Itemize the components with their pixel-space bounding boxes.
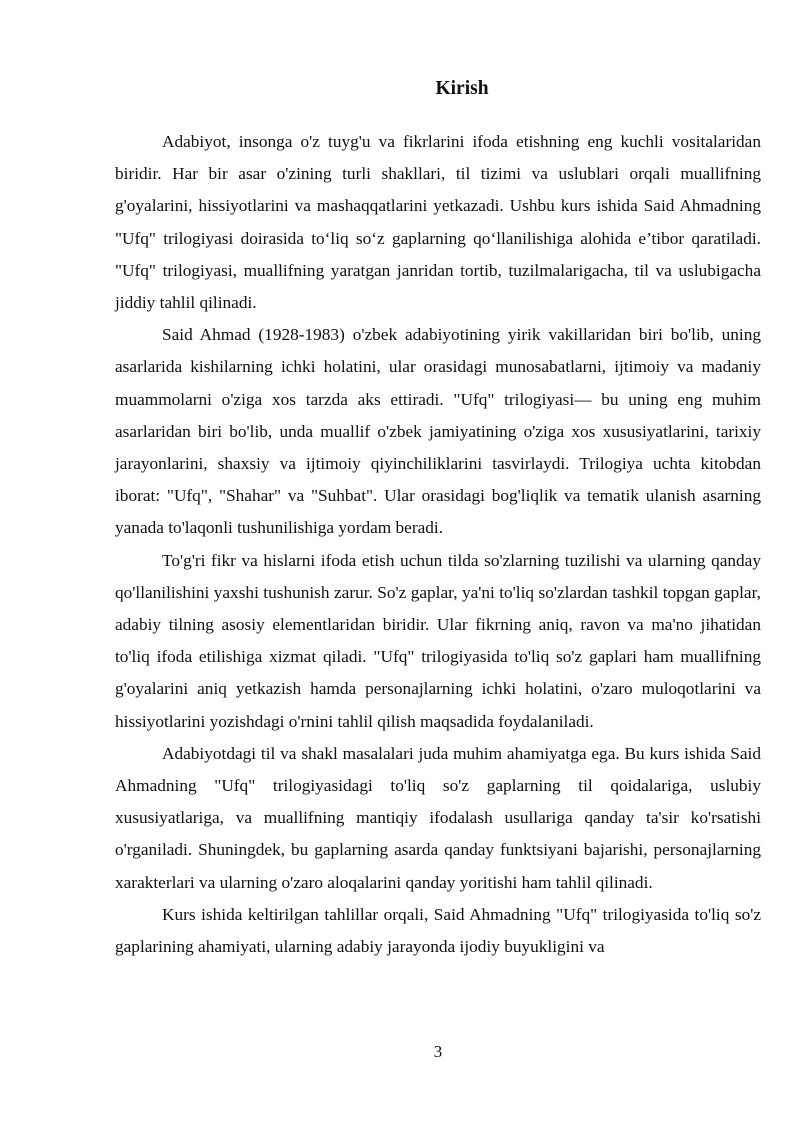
paragraph-4: Adabiyotdagi til va shakl masalalari juda muhim ahamiyatga ega. Bu kurs ishida Said Ahmadning "Ufq" trilogiyasidagi to'liq so'z gaplarning til qoidalariga, uslubiy xususiyatlariga, va muallifning mantiqiy ifodalash usullariga qanday ta'sir ko'rsatishi o'rganiladi. Shuningdek, bu gaplarning asarda qanday funktsiyani bajarishi, personajlarning xarakterlari va ularning o'zaro aloqalarini qanday yoritishi ham tahlil qilinadi. — [115, 743, 761, 892]
body-text — [115, 126, 761, 963]
paragraph-2: Said Ahmad (1928-1983) o'zbek adabiyotining yirik vakillaridan biri bo'lib, uning asarlarida kishilarning ichki holatini, ular orasidagi munosabatlarni, ijtimoiy va madaniy muammolarni o'ziga xos tarzda aks ettiradi. "Ufq" trilogiyasi— bu uning eng muhim asarlaridan biri bo'lib, unda muallif o'zbek jamiyatining o'ziga xos xususiyatlarini, tarixiy jarayonlarini, shaxsiy va ijtimoiy qiyinchiliklarini tasvirlaydi. Trilogiya uchta kitobdan iborat: "Ufq", "Shahar" va "Suhbat". Ular orasidagi bog'liqlik va tematik ulanish asarning yanada to'laqonli tushunilishiga yordam beradi. — [115, 325, 761, 538]
page-number: 3 — [433, 1042, 443, 1061]
paragraph-3: To'g'ri fikr va hislarni ifoda etish uchun tilda so'zlarning tuzilishi va ularning qanday qo'llanilishini yaxshi tushunish zarur. So'z gaplar, ya'ni to'liq so'zlardan tashkil topgan gaplar, adabiy tilning asosiy elementlaridan biridir. Ular fikrning aniq, ravon va ma'no jihatidan to'liq ifoda etilishiga xizmat qiladi. "Ufq" trilogiyasida to'liq so'z gaplari ham muallifning g'oyalarini aniq yetkazish hamda personajlarning ichki holatini, o'zaro muloqotlarini va hissiyotlarini yozishdagi o'rnini tahlil qilish maqsadida foydalaniladi. — [115, 550, 761, 731]
paragraph-1: Adabiyot, insonga o'z tuyg'u va fikrlarini ifoda etishning eng kuchli vositalaridan biridir. Har bir asar o'zining turli shakllari, til tizimi va uslublari orqali muallifning g'oyalarini, hissiyotlarini va mashaqqatlarini yetkazadi. Ushbu kurs ishida Said Ahmadning "Ufq" trilogiyasi doirasida to‘liq so‘z gaplarning qo‘llanilishiga alohida e’tibor qaratiladi. "Ufq" trilogiyasi, muallifning yaratgan janridan tortib, tuzilmalarigacha, til va uslubigacha jiddiy tahlil qilinadi. — [115, 132, 761, 313]
paragraph-5: Kurs ishida keltirilgan tahlillar orqali, Said Ahmadning "Ufq" trilogiyasida to'liq so'z gaplarining ahamiyati, ularning adabiy jarayonda ijodiy buyukligini va — [115, 904, 761, 957]
page-title: Kirish — [435, 78, 489, 99]
